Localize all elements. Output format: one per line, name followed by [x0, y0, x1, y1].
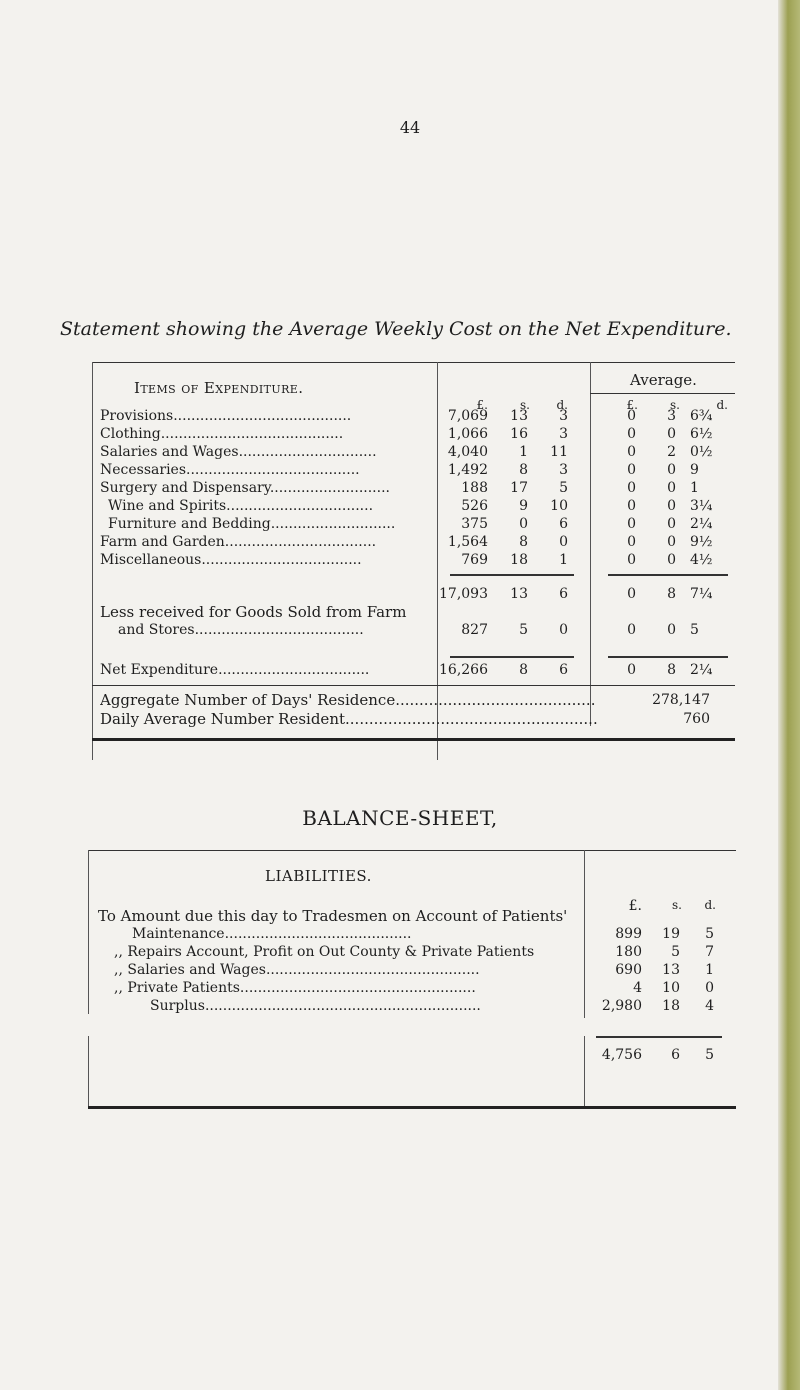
balance-total-shillings: 6	[671, 1047, 680, 1063]
liability-dots: ..........................................	[224, 926, 412, 942]
avg-pounds: 0	[627, 444, 636, 460]
liability-shillings: 18	[662, 998, 680, 1014]
item-label: Necessaries	[100, 462, 187, 478]
total-pence: 3	[559, 462, 568, 478]
item-leader-dots: ..................................	[224, 534, 377, 550]
balance-pence-header: d.	[704, 898, 716, 912]
avg-shillings: 0	[667, 516, 676, 532]
total-pence: 11	[550, 444, 568, 460]
avg-pence: 0½	[690, 444, 713, 460]
balance-pounds-header: £.	[628, 898, 642, 914]
avg-pence: 2¼	[690, 516, 713, 532]
liability-shillings: 10	[662, 980, 680, 996]
liability-pounds: 690	[615, 962, 642, 978]
subtotal-shillings: 13	[510, 586, 528, 602]
avg-shillings: 0	[667, 552, 676, 568]
net-avg-rule	[608, 656, 728, 658]
avg-pence-header: d.	[716, 398, 728, 412]
statement-bottom-rule	[92, 738, 735, 741]
total-pence: 0	[559, 534, 568, 550]
daily-average-dots: .....................................................	[345, 711, 598, 727]
total-pounds: 1,492	[447, 462, 488, 478]
balance-left-rule-lower	[88, 1036, 89, 1106]
statement-top-rule	[92, 362, 735, 363]
item-label: Clothing	[100, 426, 161, 442]
total-shillings: 13	[510, 408, 528, 424]
daily-average-label: Daily Average Number Resident	[100, 711, 346, 727]
less-shillings: 5	[519, 622, 528, 638]
avg-pounds: 0	[627, 516, 636, 532]
subtotal-rule	[450, 574, 574, 576]
liability-pounds: 180	[615, 944, 642, 960]
item-label: Furniture and Bedding	[108, 516, 271, 532]
item-label: Provisions	[100, 408, 174, 424]
total-shillings: 0	[519, 516, 528, 532]
average-header: Average.	[630, 371, 697, 389]
item-leader-dots: .........................................	[160, 426, 344, 442]
total-shillings: 1	[519, 444, 528, 460]
total-pence: 1	[559, 552, 568, 568]
statement-title: Statement showing the Average Weekly Cost on the Net Expenditure.	[60, 318, 732, 340]
avg-shillings: 0	[667, 480, 676, 496]
less-avg-pence: 5	[690, 622, 699, 638]
liability-pounds: 899	[615, 926, 642, 942]
net-dots: ..................................	[218, 662, 370, 678]
avg-shillings: 0	[667, 534, 676, 550]
item-leader-dots: ....................................	[201, 552, 362, 568]
total-pence: 6	[559, 516, 568, 532]
liabilities-header: LIABILITIES.	[265, 867, 372, 885]
avg-pence: 9	[690, 462, 699, 478]
total-pounds: 526	[461, 498, 488, 514]
total-pounds-header: £.	[476, 398, 488, 412]
avg-pounds-header: £.	[626, 398, 638, 412]
subtotal-avg-pounds: 0	[627, 586, 636, 602]
liability-pence: 4	[705, 998, 714, 1014]
liability-dots: ................................................	[265, 962, 480, 978]
item-leader-dots: ........................................	[173, 408, 352, 424]
item-leader-dots: ...........................	[269, 480, 390, 496]
avg-pence: 9½	[690, 534, 713, 550]
less-received-label-cont: and Stores	[118, 622, 195, 638]
total-pence: 3	[559, 426, 568, 442]
item-label: Miscellaneous	[100, 552, 202, 568]
total-pence-header: d.	[556, 398, 568, 412]
liability-shillings: 13	[662, 962, 680, 978]
total-pence: 10	[550, 498, 568, 514]
liability-label: ,, Private Patients	[114, 980, 240, 996]
total-pounds: 375	[461, 516, 488, 532]
avg-pounds: 0	[627, 408, 636, 424]
balance-bottom-rule	[88, 1106, 736, 1109]
liability-dots: .....................................................	[239, 980, 476, 996]
balance-shillings-header: s.	[672, 898, 682, 912]
net-avg-shillings: 8	[667, 662, 676, 678]
subtotal-avg-pence: 7¼	[690, 586, 713, 602]
aggregate-value: 278,147	[652, 692, 710, 708]
page-number: 44	[399, 118, 421, 137]
page-edge	[778, 0, 800, 1390]
total-shillings: 8	[519, 462, 528, 478]
avg-shillings: 0	[667, 462, 676, 478]
total-shillings: 8	[519, 534, 528, 550]
liability-label: Surplus	[150, 998, 205, 1014]
liability-shillings: 19	[662, 926, 680, 942]
subtotal-pence: 6	[559, 586, 568, 602]
avg-pounds: 0	[627, 462, 636, 478]
less-pence: 0	[559, 622, 568, 638]
items-header: Items of Expenditure.	[134, 379, 304, 397]
liability-pence: 0	[705, 980, 714, 996]
less-received-dots: ......................................	[194, 622, 364, 638]
statement-left-rule	[92, 362, 93, 760]
liability-dots: ..............................................................	[204, 998, 481, 1014]
item-label: Wine and Spirits	[108, 498, 227, 514]
average-header-rule	[590, 393, 735, 394]
total-pounds: 7,069	[447, 408, 488, 424]
total-pounds: 4,040	[447, 444, 488, 460]
balance-total-pounds: 4,756	[601, 1047, 642, 1063]
statement-divider-2	[590, 362, 591, 726]
avg-pounds: 0	[627, 426, 636, 442]
balance-divider-lower	[584, 1036, 585, 1106]
item-label: Farm and Garden	[100, 534, 225, 550]
net-rule	[450, 656, 574, 658]
avg-pence: 6¾	[690, 408, 713, 424]
net-avg-pounds: 0	[627, 662, 636, 678]
less-pounds: 827	[461, 622, 488, 638]
less-avg-shillings: 0	[667, 622, 676, 638]
total-pounds: 1,066	[447, 426, 488, 442]
balance-total-pence: 5	[705, 1047, 714, 1063]
balance-divider	[584, 850, 585, 1018]
liability-label-cont: Maintenance	[132, 926, 225, 942]
avg-pence: 4½	[690, 552, 713, 568]
avg-pounds: 0	[627, 480, 636, 496]
item-leader-dots: ...............................	[238, 444, 377, 460]
avg-pence: 1	[690, 480, 699, 496]
avg-pounds: 0	[627, 552, 636, 568]
total-shillings: 9	[519, 498, 528, 514]
net-pounds: 16,266	[439, 662, 488, 678]
avg-shillings: 3	[667, 408, 676, 424]
avg-shillings-header: s.	[670, 398, 680, 412]
less-avg-pounds: 0	[627, 622, 636, 638]
liability-pence: 5	[705, 926, 714, 942]
item-leader-dots: .......................................	[186, 462, 360, 478]
daily-average-value: 760	[683, 711, 710, 727]
summary-rule	[92, 685, 735, 686]
net-label: Net Expenditure	[100, 662, 219, 678]
balance-left-rule	[88, 850, 89, 1014]
net-avg-pence: 2¼	[690, 662, 713, 678]
liability-pounds: 2,980	[601, 998, 642, 1014]
total-shillings: 17	[510, 480, 528, 496]
liability-label: ,, Salaries and Wages	[114, 962, 266, 978]
avg-pence: 3¼	[690, 498, 713, 514]
liability-pence: 7	[705, 944, 714, 960]
avg-pounds: 0	[627, 498, 636, 514]
total-shillings: 18	[510, 552, 528, 568]
net-shillings: 8	[519, 662, 528, 678]
liability-pounds: 4	[633, 980, 642, 996]
item-leader-dots: .................................	[226, 498, 374, 514]
avg-shillings: 2	[667, 444, 676, 460]
avg-pounds: 0	[627, 534, 636, 550]
item-label: Salaries and Wages	[100, 444, 239, 460]
aggregate-dots: ..........................................	[395, 692, 596, 708]
subtotal-pounds: 17,093	[439, 586, 488, 602]
total-pence: 3	[559, 408, 568, 424]
total-pence: 5	[559, 480, 568, 496]
aggregate-label: Aggregate Number of Days' Residence	[100, 692, 396, 708]
subtotal-avg-shillings: 8	[667, 586, 676, 602]
less-received-label: Less received for Goods Sold from Farm	[100, 603, 407, 621]
total-pounds: 769	[461, 552, 488, 568]
avg-pence: 6½	[690, 426, 713, 442]
net-pence: 6	[559, 662, 568, 678]
total-pounds: 1,564	[447, 534, 488, 550]
avg-shillings: 0	[667, 498, 676, 514]
total-pounds: 188	[461, 480, 488, 496]
item-label: Surgery and Dispensary	[100, 480, 270, 496]
liability-pence: 1	[705, 962, 714, 978]
balance-total-rule	[596, 1036, 722, 1038]
total-shillings-header: s.	[520, 398, 530, 412]
balance-sheet-title: BALANCE-SHEET,	[302, 806, 498, 830]
total-shillings: 16	[510, 426, 528, 442]
avg-shillings: 0	[667, 426, 676, 442]
liability-shillings: 5	[671, 944, 680, 960]
balance-top-rule	[88, 850, 736, 851]
item-leader-dots: ............................	[270, 516, 396, 532]
liability-label: ,, Repairs Account, Profit on Out County & Private Patients	[114, 944, 535, 960]
subtotal-avg-rule	[608, 574, 728, 576]
liability-label: To Amount due this day to Tradesmen on Account of Patients'	[98, 907, 568, 925]
